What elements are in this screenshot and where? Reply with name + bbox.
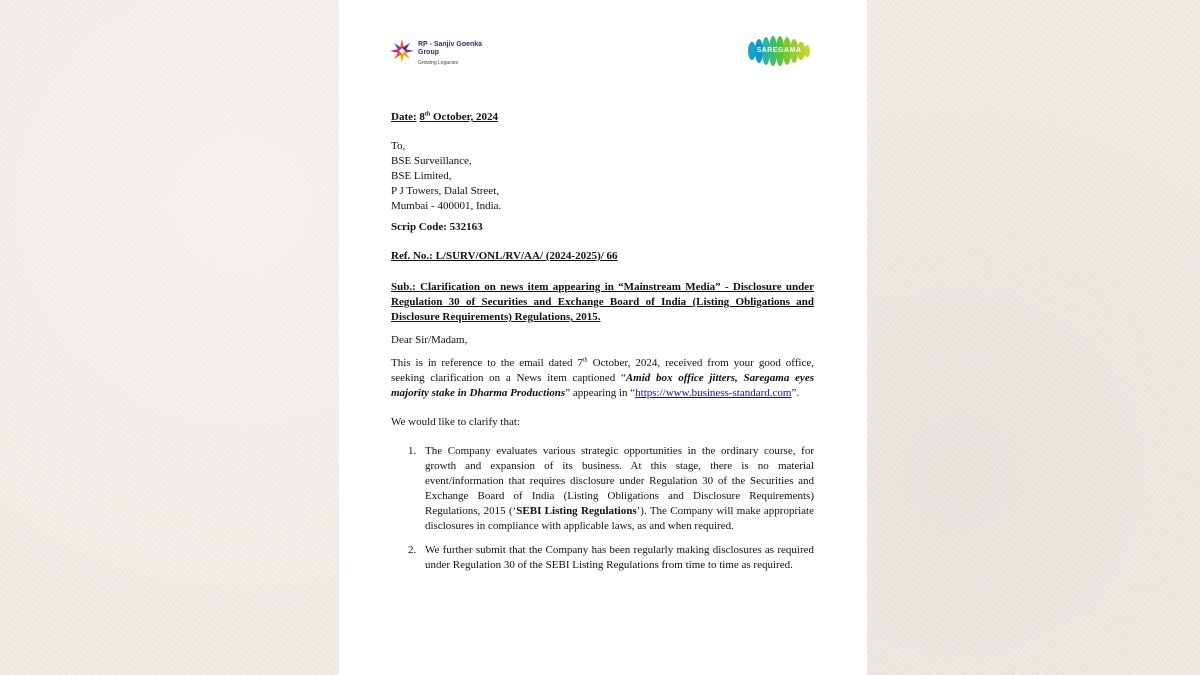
letter-body (391, 110, 814, 582)
address-line: BSE Limited, (391, 170, 452, 182)
letter-page (339, 0, 867, 675)
salutation: Dear Sir/Madam, (391, 334, 468, 346)
business-standard-link[interactable]: https://www.business-standard.com (635, 387, 792, 399)
rp-logo-tagline: Growing Legacies (418, 60, 459, 66)
list-item: 1. The Company evaluates various strategic opportunities in the ordinary course, for growth and expansion of its business. At this stage, there is no material event/information that requires disclosure under Regulation 30 of the Securities and Exchange Board of India (Listing Obligations and Disclosure Requirements) Regulations, 2015 (‘SEBI Listing Regulations’). The Company will make appropriate disclosures in compliance with applicable laws, as and when required. (408, 445, 814, 532)
address-line: BSE Surveillance, (391, 155, 472, 167)
letter-date: Date: 8th October, 2024 (391, 111, 498, 123)
scrip-code: Scrip Code: 532163 (391, 221, 483, 233)
rp-logo-name: RP - Sanjiv Goenka Group (418, 41, 483, 56)
address-line: P J Towers, Dalal Street, (391, 185, 499, 197)
news-caption: Amid box office jitters, Saregama eyes majority stake in Dharma Productions (391, 372, 814, 399)
letter-to: To, (391, 140, 406, 152)
clarification-list (391, 444, 814, 573)
saregama-logo (744, 35, 814, 67)
recipient-address (391, 154, 814, 214)
saregama-logo-text: SAREGAMA (756, 47, 802, 54)
clarify-intro: We would like to clarify that: (391, 416, 520, 428)
reference-paragraph: This is in reference to the email dated 7th October, 2024, received from your good office, seeking clarification on a News item captioned “Amid box office jitters, Saregama eyes majority stake in Dharma Productions” appearing in “https://www.business-standard.com”. (391, 357, 814, 399)
list-item: 2. We further submit that the Company has been regularly making disclosures as required under Regulation 30 of the SEBI Listing Regulations from time to time as required. (408, 544, 814, 571)
rp-sanjiv-goenka-logo (389, 38, 499, 70)
reference-number: Ref. No.: L/SURV/ONL/RV/AA/ (2024-2025)/ 66 (391, 250, 618, 262)
subject-line: Sub.: Clarification on news item appearing in “Mainstream Media” - Disclosure under Regulation 30 of Securities and Exchange Board of India (Listing Obligations and Disclosure Requirements) Regulations, 2015. (391, 281, 814, 323)
rp-star-icon (389, 38, 415, 64)
address-line: Mumbai - 400001, India. (391, 200, 502, 212)
sebi-term: SEBI Listing Regulations (516, 505, 637, 517)
